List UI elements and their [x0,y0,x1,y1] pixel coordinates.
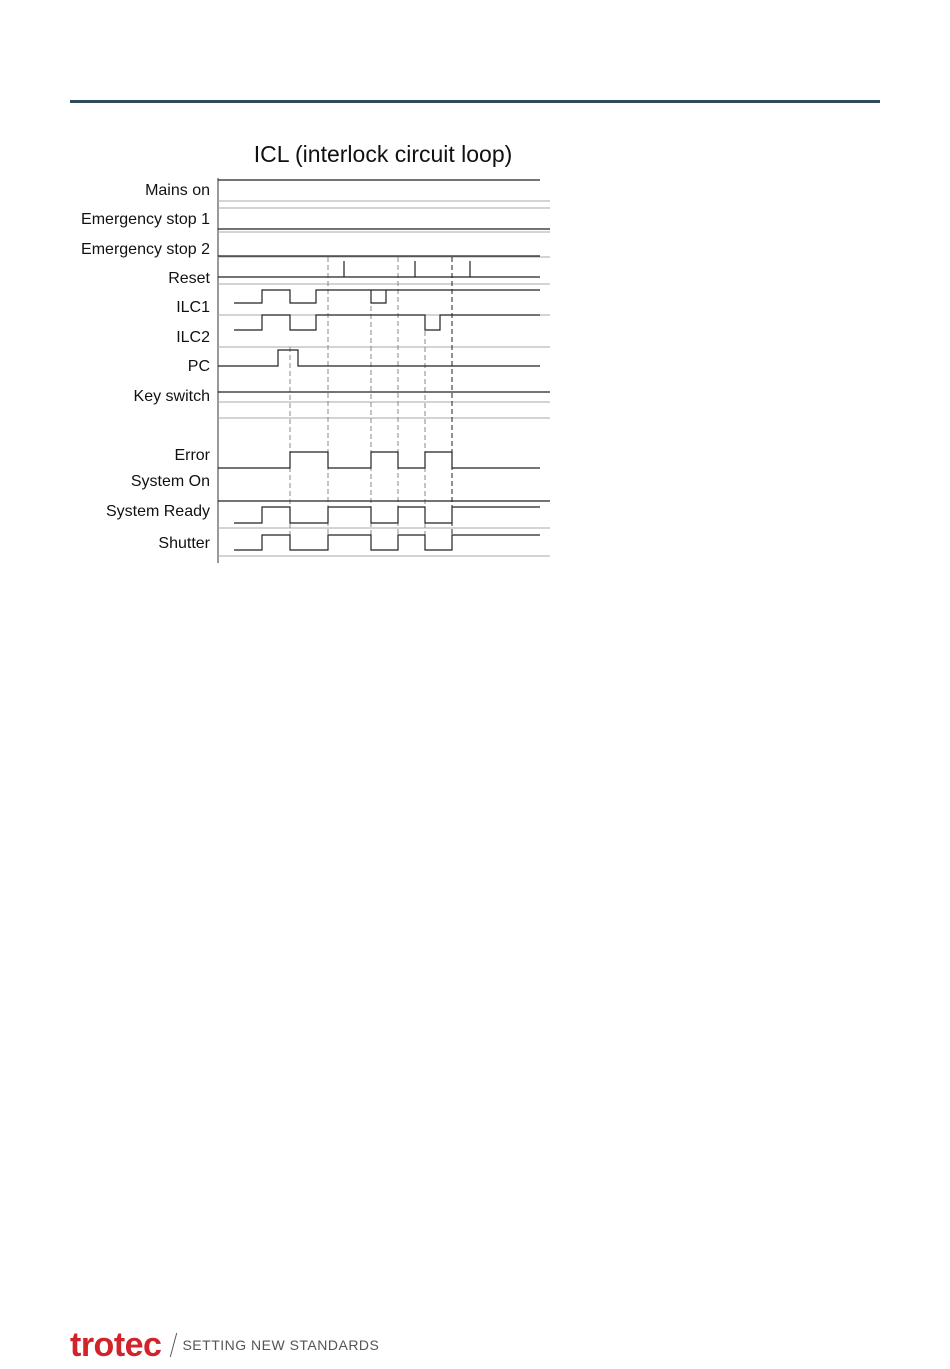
row-separators [218,201,550,556]
label-system-on: System On [130,473,210,490]
trace-ilc2 [234,315,540,330]
trace-reset-pulses [344,261,470,277]
label-emergency-stop-1: Emergency stop 1 [81,211,210,228]
footer-tagline: SETTING NEW STANDARDS [182,1337,380,1353]
label-key-switch: Key switch [133,388,210,405]
trace-shutter [234,535,540,550]
timing-diagram [0,0,950,600]
brand-logo: trotec [70,1326,162,1364]
footer [70,1325,379,1365]
label-shutter: Shutter [158,535,210,552]
trace-system-ready [234,507,540,523]
label-system-ready: System Ready [105,503,210,520]
label-reset: Reset [168,270,210,287]
label-mains-on: Mains on [145,182,210,199]
trace-pc [218,350,540,366]
diagram-title: ICL (interlock circuit loop) [253,141,513,167]
trace-ilc1-drop [371,290,386,303]
footer-divider [170,1333,177,1357]
label-ilc2: ILC2 [176,329,210,346]
label-ilc1: ILC1 [176,299,210,316]
label-pc: PC [187,358,210,375]
label-error: Error [174,447,210,464]
label-emergency-stop-2: Emergency stop 2 [81,241,210,258]
trace-error [218,452,540,468]
trace-ilc1 [234,290,540,303]
time-markers [290,257,425,550]
